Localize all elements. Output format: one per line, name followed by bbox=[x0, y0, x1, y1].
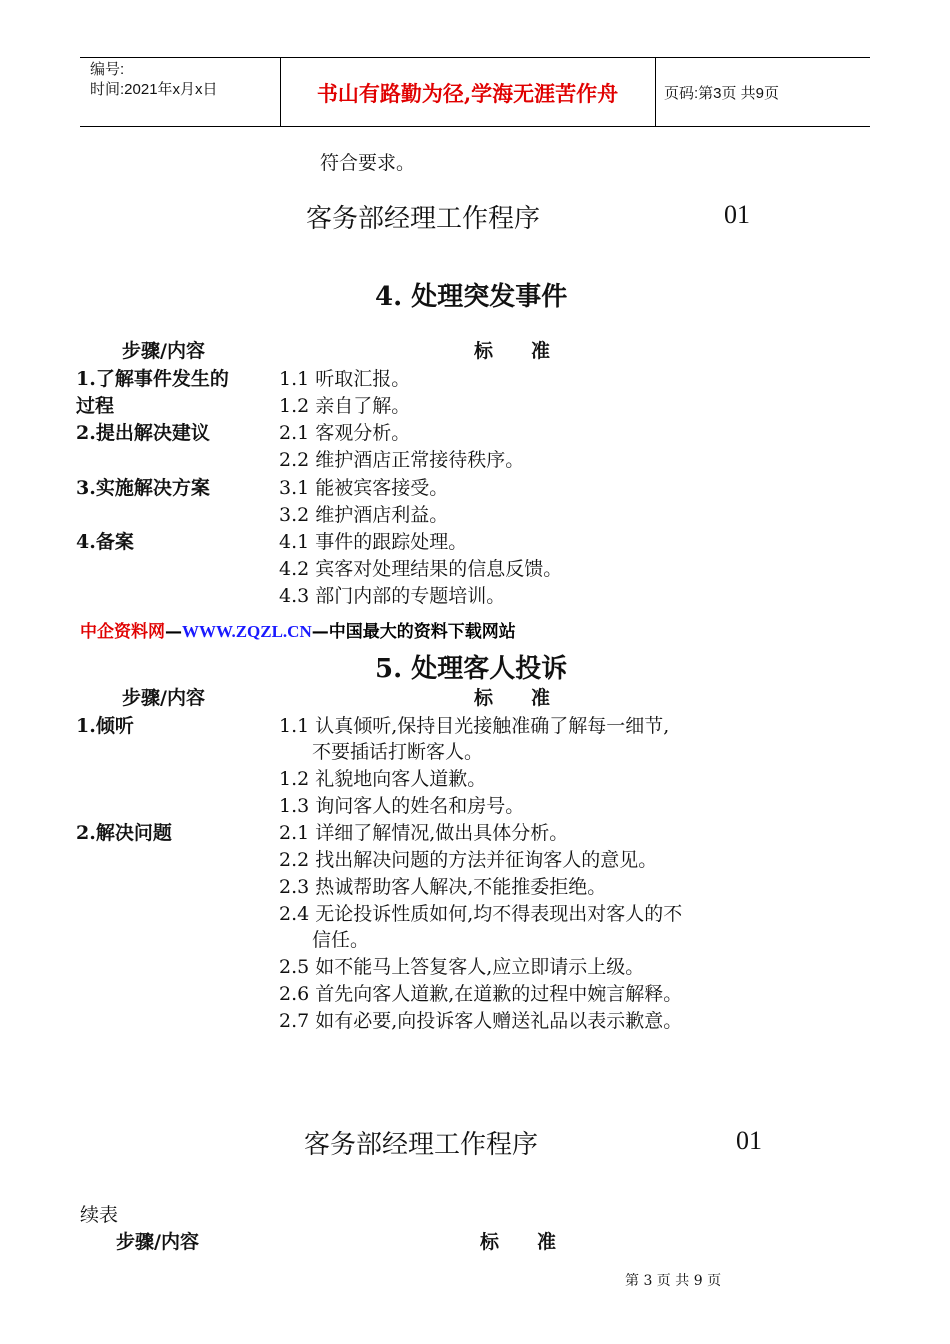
procedure-code: 01 bbox=[724, 200, 750, 229]
standard-item: 2.2 维护酒店正常接待秩序。 bbox=[279, 449, 525, 471]
section-5-title: 5. 处理客人投诉 bbox=[375, 654, 568, 684]
banner-tagline: —中国最大的资料下载网站 bbox=[311, 622, 516, 642]
standard-item: 2.1 客观分析。 bbox=[279, 422, 411, 444]
column-header-step: 步骤/内容 bbox=[116, 1231, 199, 1253]
standard-item: 2.1 详细了解情况,做出具体分析。 bbox=[279, 822, 569, 844]
procedure-code: 01 bbox=[736, 1126, 762, 1155]
standard-item: 3.2 维护酒店利益。 bbox=[279, 504, 449, 526]
column-header-standard: 标 准 bbox=[474, 687, 551, 709]
step-label: 2.提出解决建议 bbox=[76, 422, 210, 444]
procedure-title: 客务部经理工作程序 bbox=[306, 204, 541, 234]
column-header-standard: 标 准 bbox=[480, 1231, 557, 1253]
standard-item: 2.4 无论投诉性质如何,均不得表现出对客人的不 bbox=[279, 903, 683, 925]
standard-item: 不要插话打断客人。 bbox=[312, 741, 484, 763]
site-banner bbox=[80, 617, 516, 642]
standard-item: 1.2 亲自了解。 bbox=[279, 395, 411, 417]
step-label: 过程 bbox=[76, 395, 115, 417]
step-label: 1.倾听 bbox=[76, 715, 134, 737]
header-time: 时间:2021年x月x日 bbox=[90, 81, 218, 98]
column-header-step: 步骤/内容 bbox=[122, 687, 205, 709]
standard-item: 1.2 礼貌地向客人道歉。 bbox=[279, 768, 487, 790]
standard-item: 2.6 首先向客人道歉,在道歉的过程中婉言解释。 bbox=[279, 983, 683, 1005]
intro-text: 符合要求。 bbox=[320, 152, 416, 174]
continued-label: 续表 bbox=[80, 1204, 119, 1226]
banner-site-name: 中企资料网 bbox=[80, 622, 165, 642]
header-page-info: 页码:第3页 共9页 bbox=[664, 85, 780, 102]
standard-item: 4.3 部门内部的专题培训。 bbox=[279, 585, 506, 607]
standard-item: 1.1 认真倾听,保持目光接触准确了解每一细节, bbox=[279, 715, 670, 737]
standard-item: 1.1 听取汇报。 bbox=[279, 368, 411, 390]
standard-item: 3.1 能被宾客接受。 bbox=[279, 477, 449, 499]
step-label: 2.解决问题 bbox=[76, 822, 172, 844]
column-header-step: 步骤/内容 bbox=[122, 340, 205, 362]
page-footer: 第 3 页 共 9 页 bbox=[625, 1273, 722, 1289]
standard-item: 2.5 如不能马上答复客人,应立即请示上级。 bbox=[279, 956, 645, 978]
standard-item: 2.3 热诚帮助客人解决,不能推委拒绝。 bbox=[279, 876, 607, 898]
banner-url: WWW.ZQZL.CN bbox=[182, 622, 312, 641]
standard-item: 2.7 如有必要,向投诉客人赠送礼品以表示歉意。 bbox=[279, 1010, 683, 1032]
step-label: 1.了解事件发生的 bbox=[76, 368, 229, 390]
page-header bbox=[80, 57, 870, 127]
standard-item: 4.2 宾客对处理结果的信息反馈。 bbox=[279, 558, 563, 580]
header-divider-2 bbox=[655, 58, 656, 126]
standard-item: 信任。 bbox=[312, 929, 370, 951]
banner-dash: — bbox=[165, 622, 182, 642]
step-label: 4.备案 bbox=[76, 531, 134, 553]
header-motto: 书山有路勤为径,学海无涯苦作舟 bbox=[316, 81, 619, 106]
procedure-title: 客务部经理工作程序 bbox=[304, 1130, 539, 1160]
section-4-title: 4. 处理突发事件 bbox=[375, 282, 568, 312]
header-meta bbox=[90, 60, 218, 100]
column-header-standard: 标 准 bbox=[474, 340, 551, 362]
standard-item: 1.3 询问客人的姓名和房号。 bbox=[279, 795, 525, 817]
header-number: 编号: bbox=[90, 61, 125, 78]
step-label: 3.实施解决方案 bbox=[76, 477, 210, 499]
standard-item: 4.1 事件的跟踪处理。 bbox=[279, 531, 468, 553]
standard-item: 2.2 找出解决问题的方法并征询客人的意见。 bbox=[279, 849, 658, 871]
